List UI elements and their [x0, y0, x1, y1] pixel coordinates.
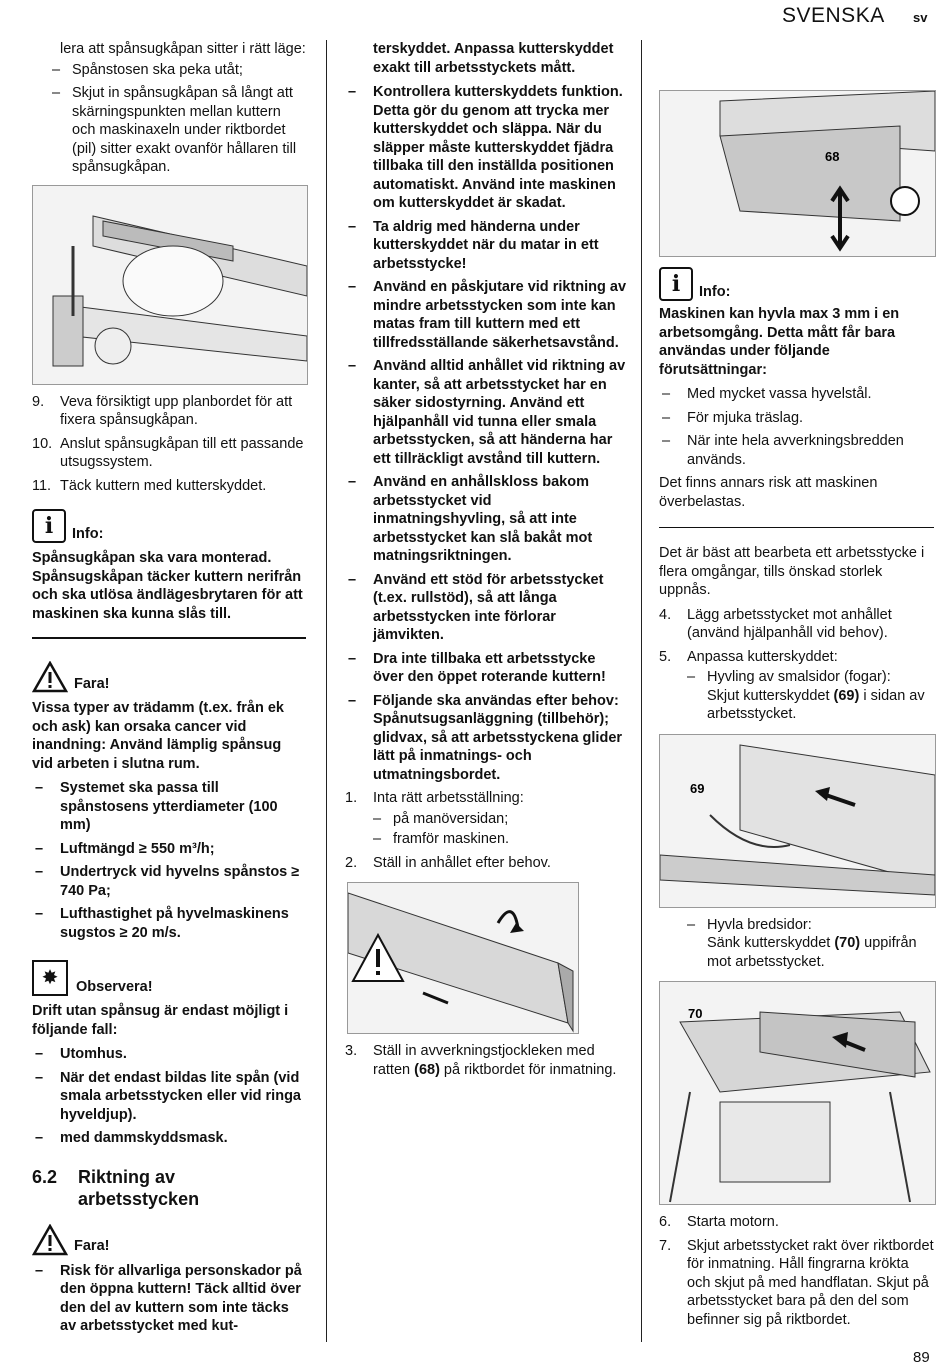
list-item: – Kontrollera kutterskyddets funktion. Detta gör du genom att trycka mer kutterskyddet och släppa. När du släpper måste kutterskyddet fjädra tillbaka till den inställda positionen automatiskt. Använd inte maskinen om kutterskyddet är skadat. — [345, 83, 627, 213]
column-middle — [345, 40, 627, 1084]
list-item: – Hyvla bredsidor: Sänk kutterskyddet (70) uppifrån mot arbetsstycket. — [687, 916, 934, 972]
continuation-text: terskyddet. Anpassa kutterskyddet exakt till arbetsstyckets mått. — [373, 41, 614, 76]
page-number: 89 — [913, 1349, 930, 1366]
intro-continuation: lera att spånsugkåpan sitter i rätt läge: — [60, 41, 306, 57]
step-item: 5. Anpassa kutterskyddet: — [659, 648, 838, 665]
step-item: 7. Skjut arbetsstycket rakt över riktbordet för inmatning. Håll fingrarna krökta och skjut på med handflatan. Skjut på arbetsstycket bara på den del som befinner sig på riktbordet. — [659, 1237, 934, 1328]
list-item: – Använd alltid anhållet vid riktning av kanter, så att arbetsstycket har en säker sidostyrning. Använd ett hjälpanhåll vid tunna eller smala arbetsstycken, så att händerna har ett tillräckligt avstånd till kuttern. — [345, 357, 627, 468]
warning-icon — [32, 1224, 68, 1256]
list-item: – Med mycket vassa hyvelstål. — [659, 385, 934, 404]
fence-adjustment-illustration — [347, 882, 579, 1034]
warning-icon — [32, 661, 68, 693]
list-item: – För mjuka träslag. — [659, 409, 934, 428]
info-text: Maskinen kan hyvla max 3 mm i en arbetsomgång. Detta mått får bara användas under följande förutsättningar: — [659, 306, 900, 378]
step-item: 2. Ställ in anhållet efter behov. — [345, 854, 551, 871]
danger-text: Vissa typer av trädamm (t.ex. från ek och ask) kan orsaka cancer vid inandning: Använd lämplig spånsug vid arbeten i slutna rum. — [32, 700, 284, 772]
figure-label-69: 69 — [690, 780, 705, 796]
list-item: – framför maskinen. — [373, 830, 627, 849]
list-item: – Använd en påskjutare vid riktning av mindre arbetsstycken som inte kan matas fram till kuttern med ett tillfredsställande säkerhetsavstånd. — [345, 278, 627, 352]
step-item: 1. Inta rätt arbetsställning: — [345, 790, 524, 806]
column-divider — [326, 40, 327, 1342]
figure-label-70: 70 — [688, 1006, 703, 1021]
list-item: – Dra inte tillbaka ett arbetsstycke över den öppet roterande kuttern! — [345, 650, 627, 687]
list-item: – Lufthastighet på hyvelmaskinens sugstos ≥ 20 m/s. — [32, 905, 306, 942]
info-heading: i Info: — [659, 267, 934, 301]
section-divider — [32, 637, 306, 639]
info-text: Spånsugkåpan ska vara monterad. Spånsugskåpan täcker kuttern nerifrån och ska utlösa ändlägesbrytaren för att maskinen ska kunna slås till. — [32, 550, 303, 622]
list-item: – Luftmängd ≥ 550 m³/h; — [32, 840, 306, 859]
list-item: – Använd ett stöd för arbetsstycket (t.ex. rullstöd), så att långa arbetsstycken inte förlorar jämvikten. — [345, 571, 627, 645]
step-item: 3. Ställ in avverkningstjockleken med ratten (68) på riktbordet för inmatning. — [345, 1043, 617, 1078]
notice-heading: ✸ Observera! — [32, 960, 306, 996]
thickness-handwheel-illustration — [659, 90, 936, 257]
dust-hood-illustration — [32, 185, 308, 385]
danger-heading: Fara! — [32, 661, 306, 693]
list-item: – på manöversidan; — [373, 810, 627, 829]
list-item: – Risk för allvarliga personskador på den öppna kuttern! Täck alltid över den del av kuttern som inte täcks av arbetsstycket med kut- — [32, 1262, 306, 1336]
column-right — [659, 12, 934, 1334]
info-icon: i — [659, 267, 693, 301]
info-icon: i — [32, 509, 66, 543]
list-item: – Använd en anhållskloss bakom arbetsstycket vid inmatningshyvling, så att inte arbetsstycket kan slå bakåt mot matningsriktningen. — [345, 473, 627, 566]
step-item: 6. Starta motorn. — [659, 1214, 779, 1230]
column-divider — [641, 40, 642, 1342]
info-heading: i Info: — [32, 509, 306, 543]
column-left — [32, 40, 306, 1341]
list-item: – Systemet ska passa till spånstosens ytterdiameter (100 mm) — [32, 779, 306, 835]
face-planing-illustration — [659, 981, 936, 1205]
info-after-text: Det finns annars risk att maskinen överbelastas. — [659, 475, 878, 510]
list-item: – Undertryck vid hyvelns spånstos ≥ 740 Pa; — [32, 863, 306, 900]
step-item: 9. Veva försiktigt upp planbordet för att fixera spånsugkåpan. — [32, 393, 293, 428]
list-item: – Ta aldrig med händerna under kutterskyddet när du matar in ett arbetsstycke! — [345, 218, 627, 274]
figure-label-68: 68 — [825, 149, 840, 164]
step-item: 4. Lägg arbetsstycket mot anhållet (använd hjälpanhåll vid behov). — [659, 606, 892, 641]
step-item: 10. Anslut spånsugkåpan till ett passande utsugssystem. — [32, 435, 304, 470]
paragraph: Det är bäst att bearbeta ett arbetsstycke i flera omgångar, tills önskad storlek uppnås. — [659, 545, 925, 598]
header-language-code: sv — [913, 10, 928, 25]
notice-text: Drift utan spånsug är endast möjligt i följande fall: — [32, 1003, 289, 1038]
list-item: – Hyvling av smalsidor (fogar): Skjut kutterskyddet (69) i sidan av arbetsstycket. — [687, 668, 934, 724]
list-item: – Följande ska användas efter behov: Spånutsugsanläggning (tillbehör); glidvax, så att arbetsstyckena glider lätt på inmatnings- och utmatningsbordet. — [345, 692, 627, 785]
section-heading: 6.2 Riktning av arbetsstycken — [32, 1166, 200, 1209]
header-language: SVENSKA — [782, 4, 885, 27]
list-item: – Utomhus. — [32, 1045, 306, 1064]
step-item: 11. Täck kuttern med kutterskyddet. — [32, 477, 267, 494]
notice-icon: ✸ — [32, 960, 68, 996]
list-item: – med dammskyddsmask. — [32, 1129, 306, 1148]
danger-heading: Fara! — [32, 1224, 306, 1256]
list-item: – Skjut in spånsugkåpan så långt att skärningspunkten mellan kuttern och maskinaxeln under riktbordet (pil) sitter exakt ovanför hållaren till spånsugkåpan. — [52, 84, 306, 177]
section-divider — [659, 527, 934, 528]
list-item: – När det endast bildas lite spån (vid smala arbetsstycken eller vid ringa hyveldjup). — [32, 1069, 306, 1125]
list-item: – När inte hela avverkningsbredden används. — [659, 432, 934, 469]
edge-planing-illustration — [659, 734, 936, 908]
list-item: – Spånstosen ska peka utåt; — [52, 61, 306, 80]
